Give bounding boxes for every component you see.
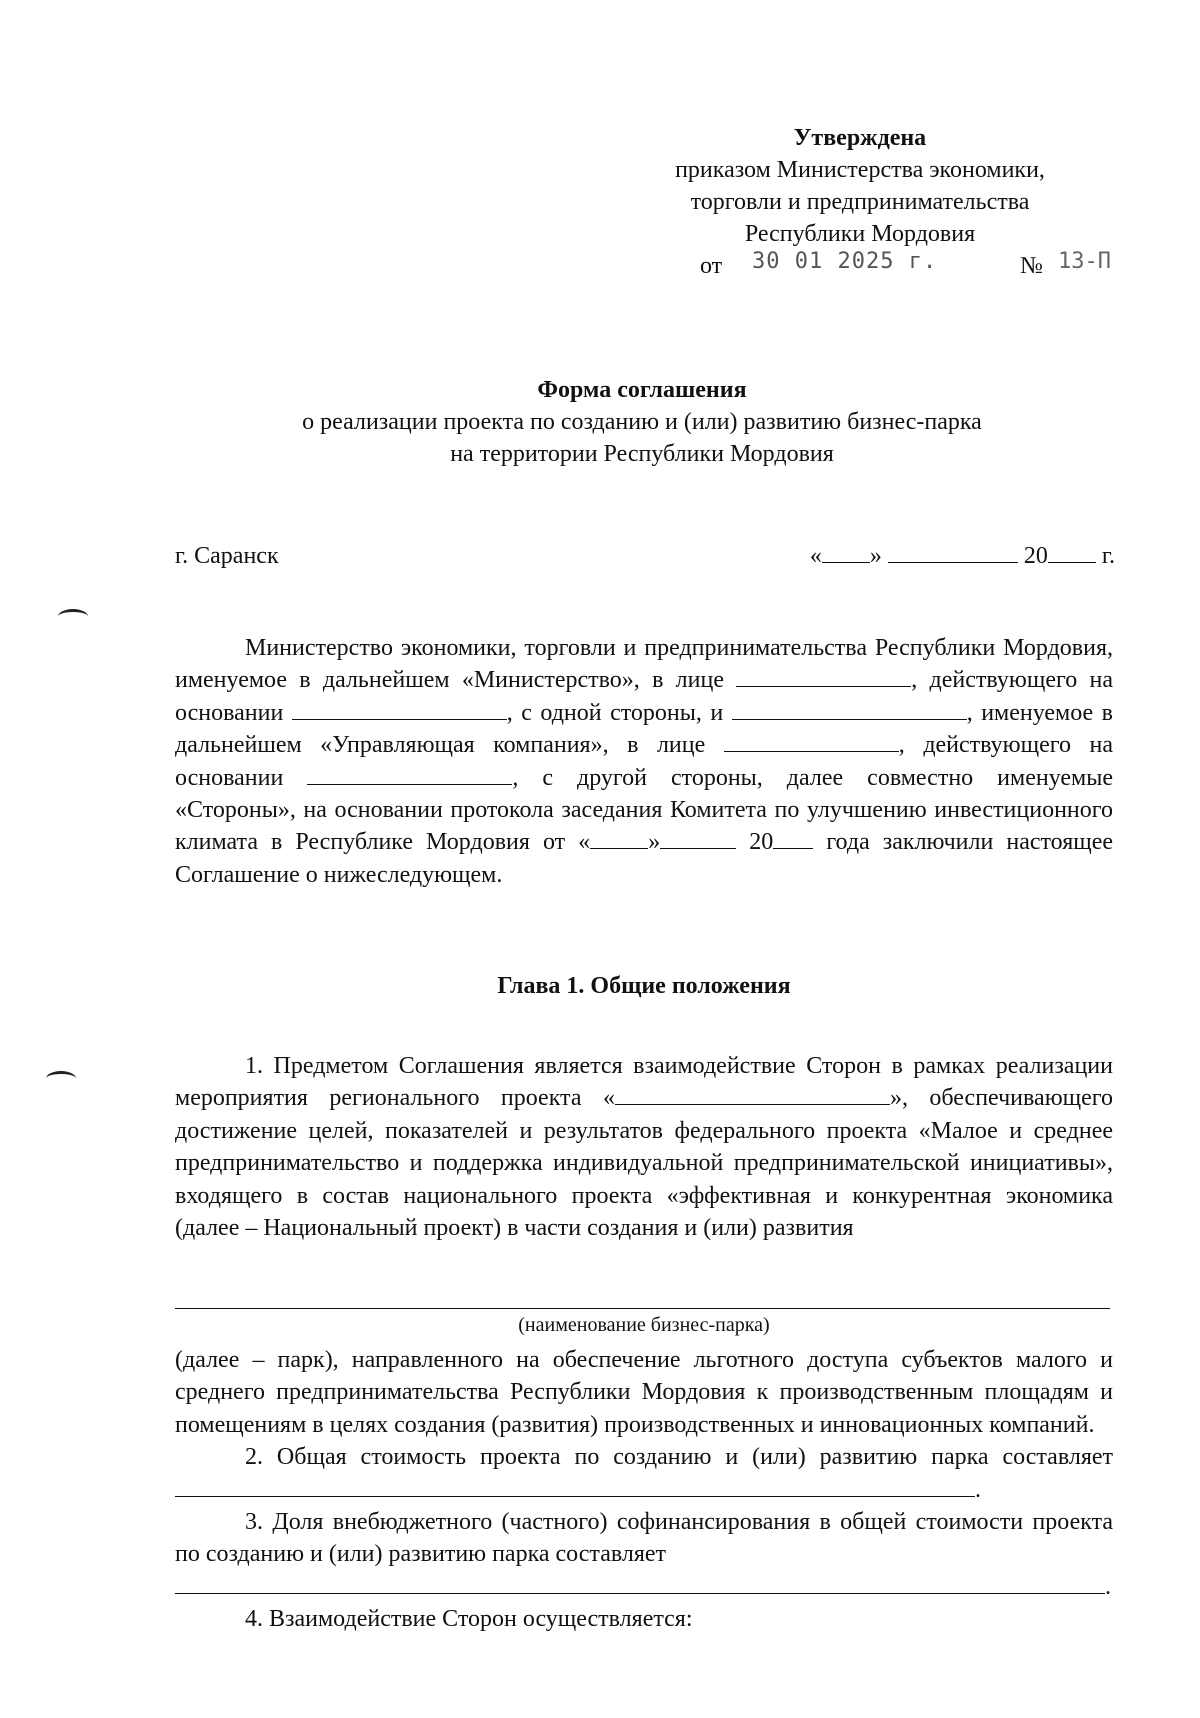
item-1-text-b: », обеспечивающего достижение целей, показателей и результатов федерального проекта «Малое и среднее предпринимательство и поддержка индивидуальной предпринимательской инициативы», входящего в состав национального проекта «эффективная и конкурентная экономика (далее – Национальный проект) в части создания и (или) развития <box>175 1085 1113 1242</box>
preamble-text-4: , именуемое в дальнейшем «Управляющая компания», в лице <box>175 699 1113 759</box>
order-date-handwritten: 30 01 2025 г. <box>752 249 938 274</box>
item-4-text: 4. Взаимодействие Сторон осуществляется: <box>245 1605 693 1632</box>
document-title <box>172 374 1112 470</box>
company-basis-blank <box>307 762 512 785</box>
preamble-text-1: Министерство экономики, торговли и предпринимательства Республики Мордовия, именуемое в дальнейшем «Министерство», в лице <box>175 635 1113 694</box>
item-1-text-a: 1. Предметом Соглашения является взаимодействие Сторон в рамках реализации мероприятия регионального проекта « <box>175 1053 1113 1112</box>
company-rep-blank <box>724 729 899 752</box>
item-2-text: 2. Общая стоимость проекта по созданию и (или) развитию парка составляет <box>245 1444 1113 1471</box>
approval-line-3: Республики Мордовия <box>744 221 976 247</box>
protocol-year-blank <box>773 826 813 849</box>
approval-line-1: приказом Министерства экономики, <box>675 157 1045 183</box>
title-line-3: на территории Республики Мордовия <box>450 441 834 467</box>
place-date-line <box>175 540 1115 572</box>
title-line-2: о реализации проекта по созданию и (или) развитию бизнес-парка <box>302 409 982 435</box>
item-1-continuation: (далее – парк), направленного на обеспечение льготного доступа субъектов малого и среднего предпринимательства Республики Мордовия к производственным площадям и помещениям в целях создания (развития) производственных и инновационных компаний. <box>175 1347 1113 1438</box>
order-number-handwritten: 13-П <box>1058 249 1111 274</box>
date-open-quote: « <box>809 543 822 569</box>
company-name-blank <box>732 697 967 720</box>
preamble-text-3: , с одной стороны, и <box>506 699 724 726</box>
business-park-caption: (наименование бизнес-парка) <box>518 1314 770 1336</box>
order-date-prefix: от <box>700 253 723 279</box>
item-1-paragraph <box>175 1050 1113 1244</box>
approval-block <box>620 122 1100 250</box>
approval-line-2: торговли и предпринимательства <box>690 189 1030 215</box>
month-blank <box>888 540 1018 563</box>
preamble-paragraph <box>175 632 1113 891</box>
preamble-text-5: , действующего на основании <box>175 732 1113 791</box>
ministry-rep-blank <box>736 664 911 687</box>
preamble-text-6: , с другой стороны, далее совместно именуемые «Стороны», на основании протокола заседания Комитета по улучшению инвестиционного климата в Республике Мордовия от « <box>175 764 1114 856</box>
ministry-basis-blank <box>292 697 507 720</box>
margin-mark <box>46 1071 76 1086</box>
preamble-text-7: » <box>648 829 661 856</box>
title-line-1: Форма соглашения <box>537 377 747 403</box>
place-city: г. Саранск <box>175 543 279 569</box>
regional-project-blank <box>615 1082 890 1105</box>
item-3-text: 3. Доля внебюджетного (частного) софинансирования в общей стоимости проекта по созданию и (или) развитию парка составляет <box>175 1509 1113 1568</box>
preamble-text-8: 20 <box>749 829 774 856</box>
chapter-1-heading: Глава 1. Общие положения <box>497 973 791 999</box>
date-close-quote: » <box>869 543 882 569</box>
preamble-text-2: , действующего на основании <box>175 667 1113 726</box>
private-share-blank <box>175 1571 1105 1594</box>
margin-mark <box>58 609 88 624</box>
year-blank <box>1048 540 1096 563</box>
preamble-text-9: года заключили настоящее Соглашение о нижеследующем. <box>175 829 1114 888</box>
year-suffix: г. <box>1101 543 1115 569</box>
protocol-day-blank <box>590 826 648 849</box>
protocol-month-blank <box>660 826 736 849</box>
approval-heading: Утверждена <box>793 125 927 151</box>
day-blank <box>822 540 870 563</box>
year-prefix: 20 <box>1023 543 1048 569</box>
total-cost-blank <box>175 1474 975 1497</box>
business-park-name-line <box>175 1308 1110 1309</box>
items-2-4-block: (далее – парк), направленного на обеспечение льготного доступа субъектов малого и среднего предпринимательства Республики Мордовия к производственным площадям и помещениям в целях создания (развития) производственных и инновационных компаний. 2. Общая стоимость проекта по созданию и (или) развитию парка составляет . 3. Доля внебюджетного (частного) софинансирования в общей стоимости проекта по созданию и (или) развитию парка составляет . 4. Взаимодействие Сторон осуществляется: <box>175 1344 1113 1635</box>
date-template <box>810 540 1115 572</box>
order-number-prefix: № <box>1020 253 1043 279</box>
